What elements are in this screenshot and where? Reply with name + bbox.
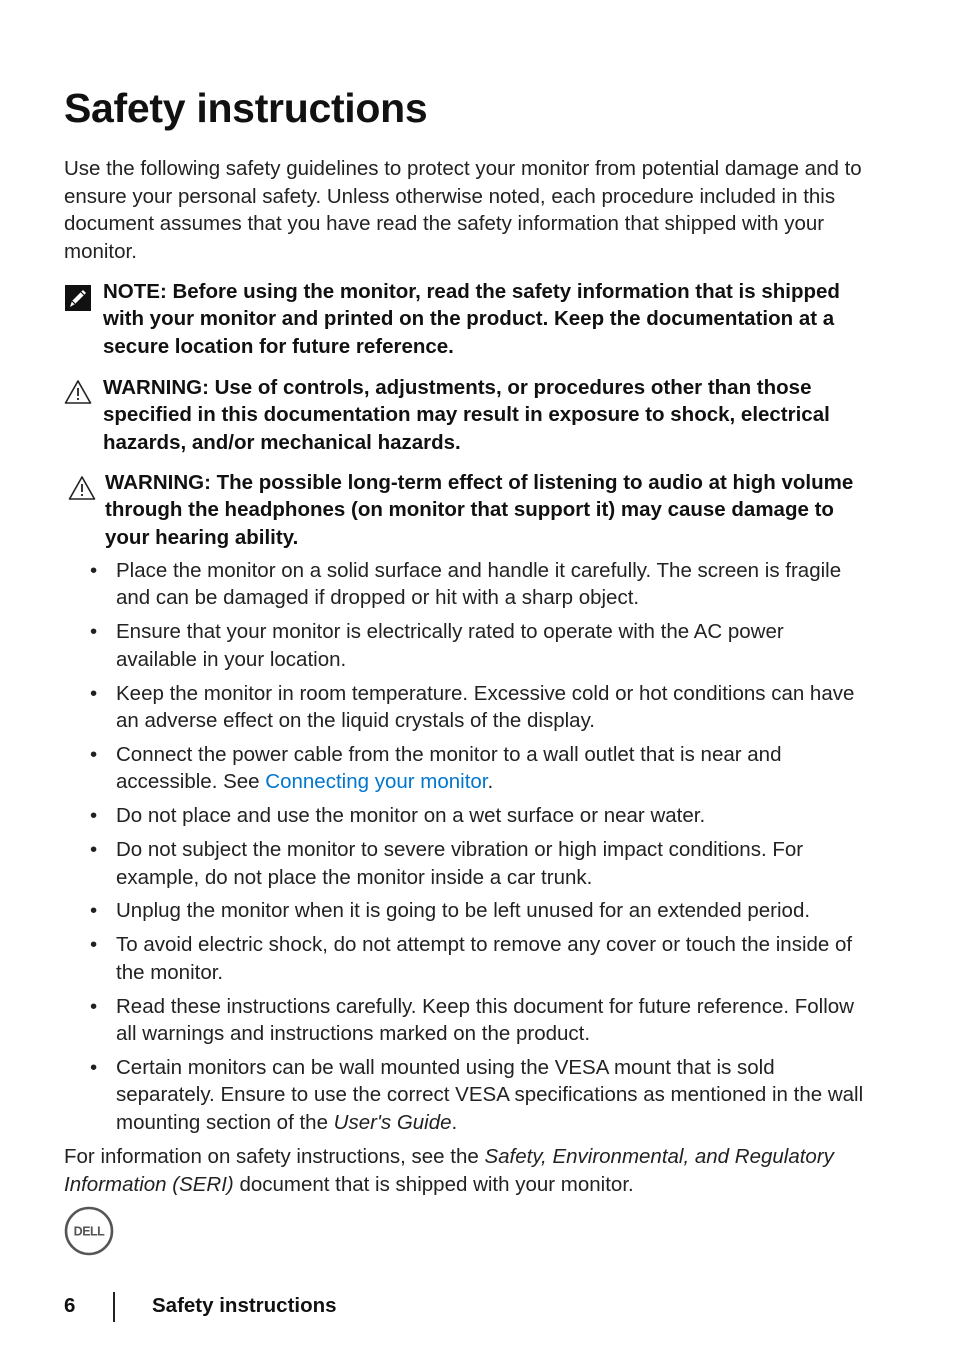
outro-text: document that is shipped with your monitor. (233, 1172, 634, 1196)
users-guide-reference: User's Guide (333, 1110, 452, 1134)
page-number: 6 (64, 1294, 76, 1317)
list-item (90, 931, 870, 986)
safety-guidelines-list (90, 557, 870, 1143)
dell-logo-text: DELL (73, 1224, 105, 1239)
list-item-text: Place the monitor on a solid surface and handle it carefully. The screen is fragile and can be damaged if dropped or hit with a sharp object. (116, 559, 842, 610)
list-item (90, 741, 870, 796)
bullet-marker: • (90, 994, 98, 1018)
bullet-marker: • (90, 559, 98, 582)
list-item-text: Ensure that your monitor is electrically rated to operate with the AC power available in your location. (116, 620, 784, 671)
warning-triangle-icon (64, 379, 92, 410)
list-item-text: Do not place and use the monitor on a wet surface or near water. (116, 804, 706, 828)
bullet-marker: • (90, 838, 98, 862)
list-item-text: Do not subject the monitor to severe vibration or high impact conditions. For example, do not place the monitor inside a car trunk. (116, 838, 804, 889)
pencil-note-icon (64, 284, 92, 317)
page-title: Safety instructions (64, 85, 428, 131)
list-item (90, 680, 870, 735)
list-item-text: Connect the power cable from the monitor to a wall outlet that is near and accessible. See (116, 742, 782, 794)
list-item-text: . (487, 770, 494, 794)
bullet-marker: • (90, 620, 98, 644)
list-item (90, 802, 870, 829)
page-footer (64, 1292, 564, 1324)
list-item (90, 1054, 870, 1136)
list-item (90, 897, 870, 924)
list-item-text: Read these instructions carefully. Keep this document for future reference. Follow all warnings and instructions marked on the product. (116, 994, 854, 1046)
footer-section-title: Safety instructions (152, 1294, 337, 1317)
dell-logo-icon (64, 1206, 114, 1256)
seri-reference-paragraph (64, 1143, 864, 1198)
list-item-text: Certain monitors can be wall mounted using the VESA mount that is sold separately. Ensure to use the correct VESA specifications as mentioned in the wall mounting section of the (116, 1056, 864, 1134)
list-item-text: Keep the monitor in room temperature. Excessive cold or hot conditions can have an adverse effect on the liquid crystals of the display. (116, 681, 855, 733)
bullet-marker: • (90, 804, 98, 828)
list-item (90, 557, 870, 612)
list-item-text: . (451, 1110, 458, 1134)
outro-text: For information on safety instructions, see the (64, 1145, 485, 1168)
bullet-marker: • (90, 933, 98, 957)
list-item-text: Unplug the monitor when it is going to be left unused for an extended period. (116, 899, 811, 923)
footer-divider (113, 1292, 115, 1322)
bullet-marker: • (90, 899, 98, 923)
bullet-marker: • (90, 1056, 98, 1079)
list-item (90, 618, 870, 673)
list-item (90, 993, 870, 1048)
connecting-your-monitor-link[interactable]: Connecting your monitor (265, 770, 488, 794)
warning-text: WARNING: Use of controls, adjustments, or procedures other than those specified in this documentation may result in exposure to shock, electrical hazards, and/or mechanical hazards. (103, 376, 830, 454)
note-text: NOTE: Before using the monitor, read the safety information that is shipped with your monitor and printed on the product. Keep the documentation at a secure location for future reference. (103, 280, 840, 358)
bullet-marker: • (90, 681, 98, 705)
list-item-text: To avoid electric shock, do not attempt to remove any cover or touch the inside of the monitor. (116, 933, 853, 984)
list-item (90, 836, 870, 891)
seri-document-title: Safety, Environmental, and Regulatory Information (SERI) (64, 1145, 834, 1196)
bullet-marker: • (90, 742, 98, 766)
warning-triangle-icon (68, 475, 96, 506)
warning-text: WARNING: The possible long-term effect of listening to audio at high volume through the headphones (on monitor that support it) may cause damage to your hearing ability. (105, 471, 854, 549)
intro-paragraph: Use the following safety guidelines to protect your monitor from potential damage and to ensure your personal safety. Unless otherwise noted, each procedure included in this document assumes that you have read the safety information that shipped with your monitor. (64, 157, 862, 263)
